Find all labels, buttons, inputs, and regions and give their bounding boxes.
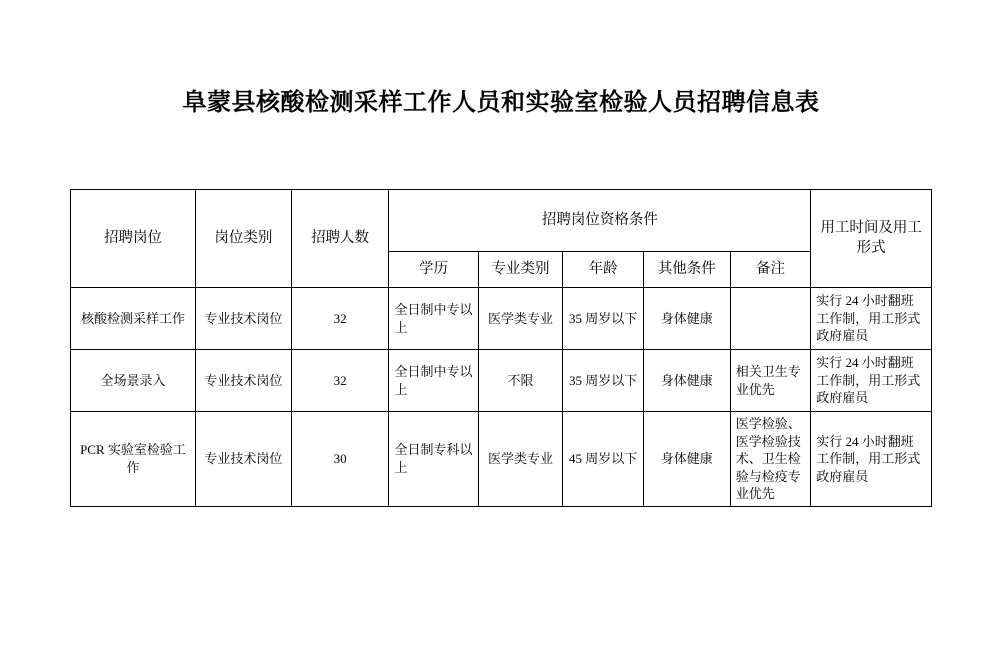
recruitment-table-container: [70, 189, 932, 507]
cell-age: 35 周岁以下: [563, 350, 643, 412]
header-age: 年龄: [563, 252, 643, 288]
cell-education: 全日制中专以上: [389, 288, 478, 350]
cell-category: 专业技术岗位: [196, 350, 292, 412]
cell-category: 专业技术岗位: [196, 288, 292, 350]
cell-major: 医学类专业: [478, 412, 563, 507]
page-title: 阜蒙县核酸检测采样工作人员和实验室检验人员招聘信息表: [182, 89, 820, 116]
cell-work-time: 实行 24 小时翻班工作制，用工形式政府雇员: [811, 288, 932, 350]
cell-education: 全日制专科以上: [389, 412, 478, 507]
cell-other: 身体健康: [643, 350, 730, 412]
header-education: 学历: [389, 252, 478, 288]
cell-count: 32: [291, 350, 389, 412]
recruitment-table: [70, 189, 932, 507]
header-category: 岗位类别: [196, 190, 292, 288]
cell-work-time: 实行 24 小时翻班工作制，用工形式政府雇员: [811, 350, 932, 412]
cell-major: 医学类专业: [478, 288, 563, 350]
table-row: [71, 288, 932, 350]
cell-remark: 医学检验、医学检验技术、卫生检验与检疫专业优先: [730, 412, 810, 507]
cell-count: 32: [291, 288, 389, 350]
cell-count: 30: [291, 412, 389, 507]
header-other: 其他条件: [643, 252, 730, 288]
table-header-row-1: [71, 190, 932, 252]
header-major: 专业类别: [478, 252, 563, 288]
cell-other: 身体健康: [643, 288, 730, 350]
table-row: [71, 350, 932, 412]
header-work-time: 用工时间及用工形式: [811, 190, 932, 288]
header-count: 招聘人数: [291, 190, 389, 288]
cell-category: 专业技术岗位: [196, 412, 292, 507]
cell-remark: 相关卫生专业优先: [730, 350, 810, 412]
cell-education: 全日制中专以上: [389, 350, 478, 412]
header-remark: 备注: [730, 252, 810, 288]
cell-work-time: 实行 24 小时翻班工作制，用工形式政府雇员: [811, 412, 932, 507]
cell-post: 全场景录入: [71, 350, 196, 412]
cell-remark: [730, 288, 810, 350]
header-post: 招聘岗位: [71, 190, 196, 288]
table-row: [71, 412, 932, 507]
cell-major: 不限: [478, 350, 563, 412]
header-qualification-group: 招聘岗位资格条件: [389, 190, 811, 252]
cell-post: PCR 实验室检验工作: [71, 412, 196, 507]
cell-other: 身体健康: [643, 412, 730, 507]
cell-age: 45 周岁以下: [563, 412, 643, 507]
cell-post: 核酸检测采样工作: [71, 288, 196, 350]
cell-age: 35 周岁以下: [563, 288, 643, 350]
